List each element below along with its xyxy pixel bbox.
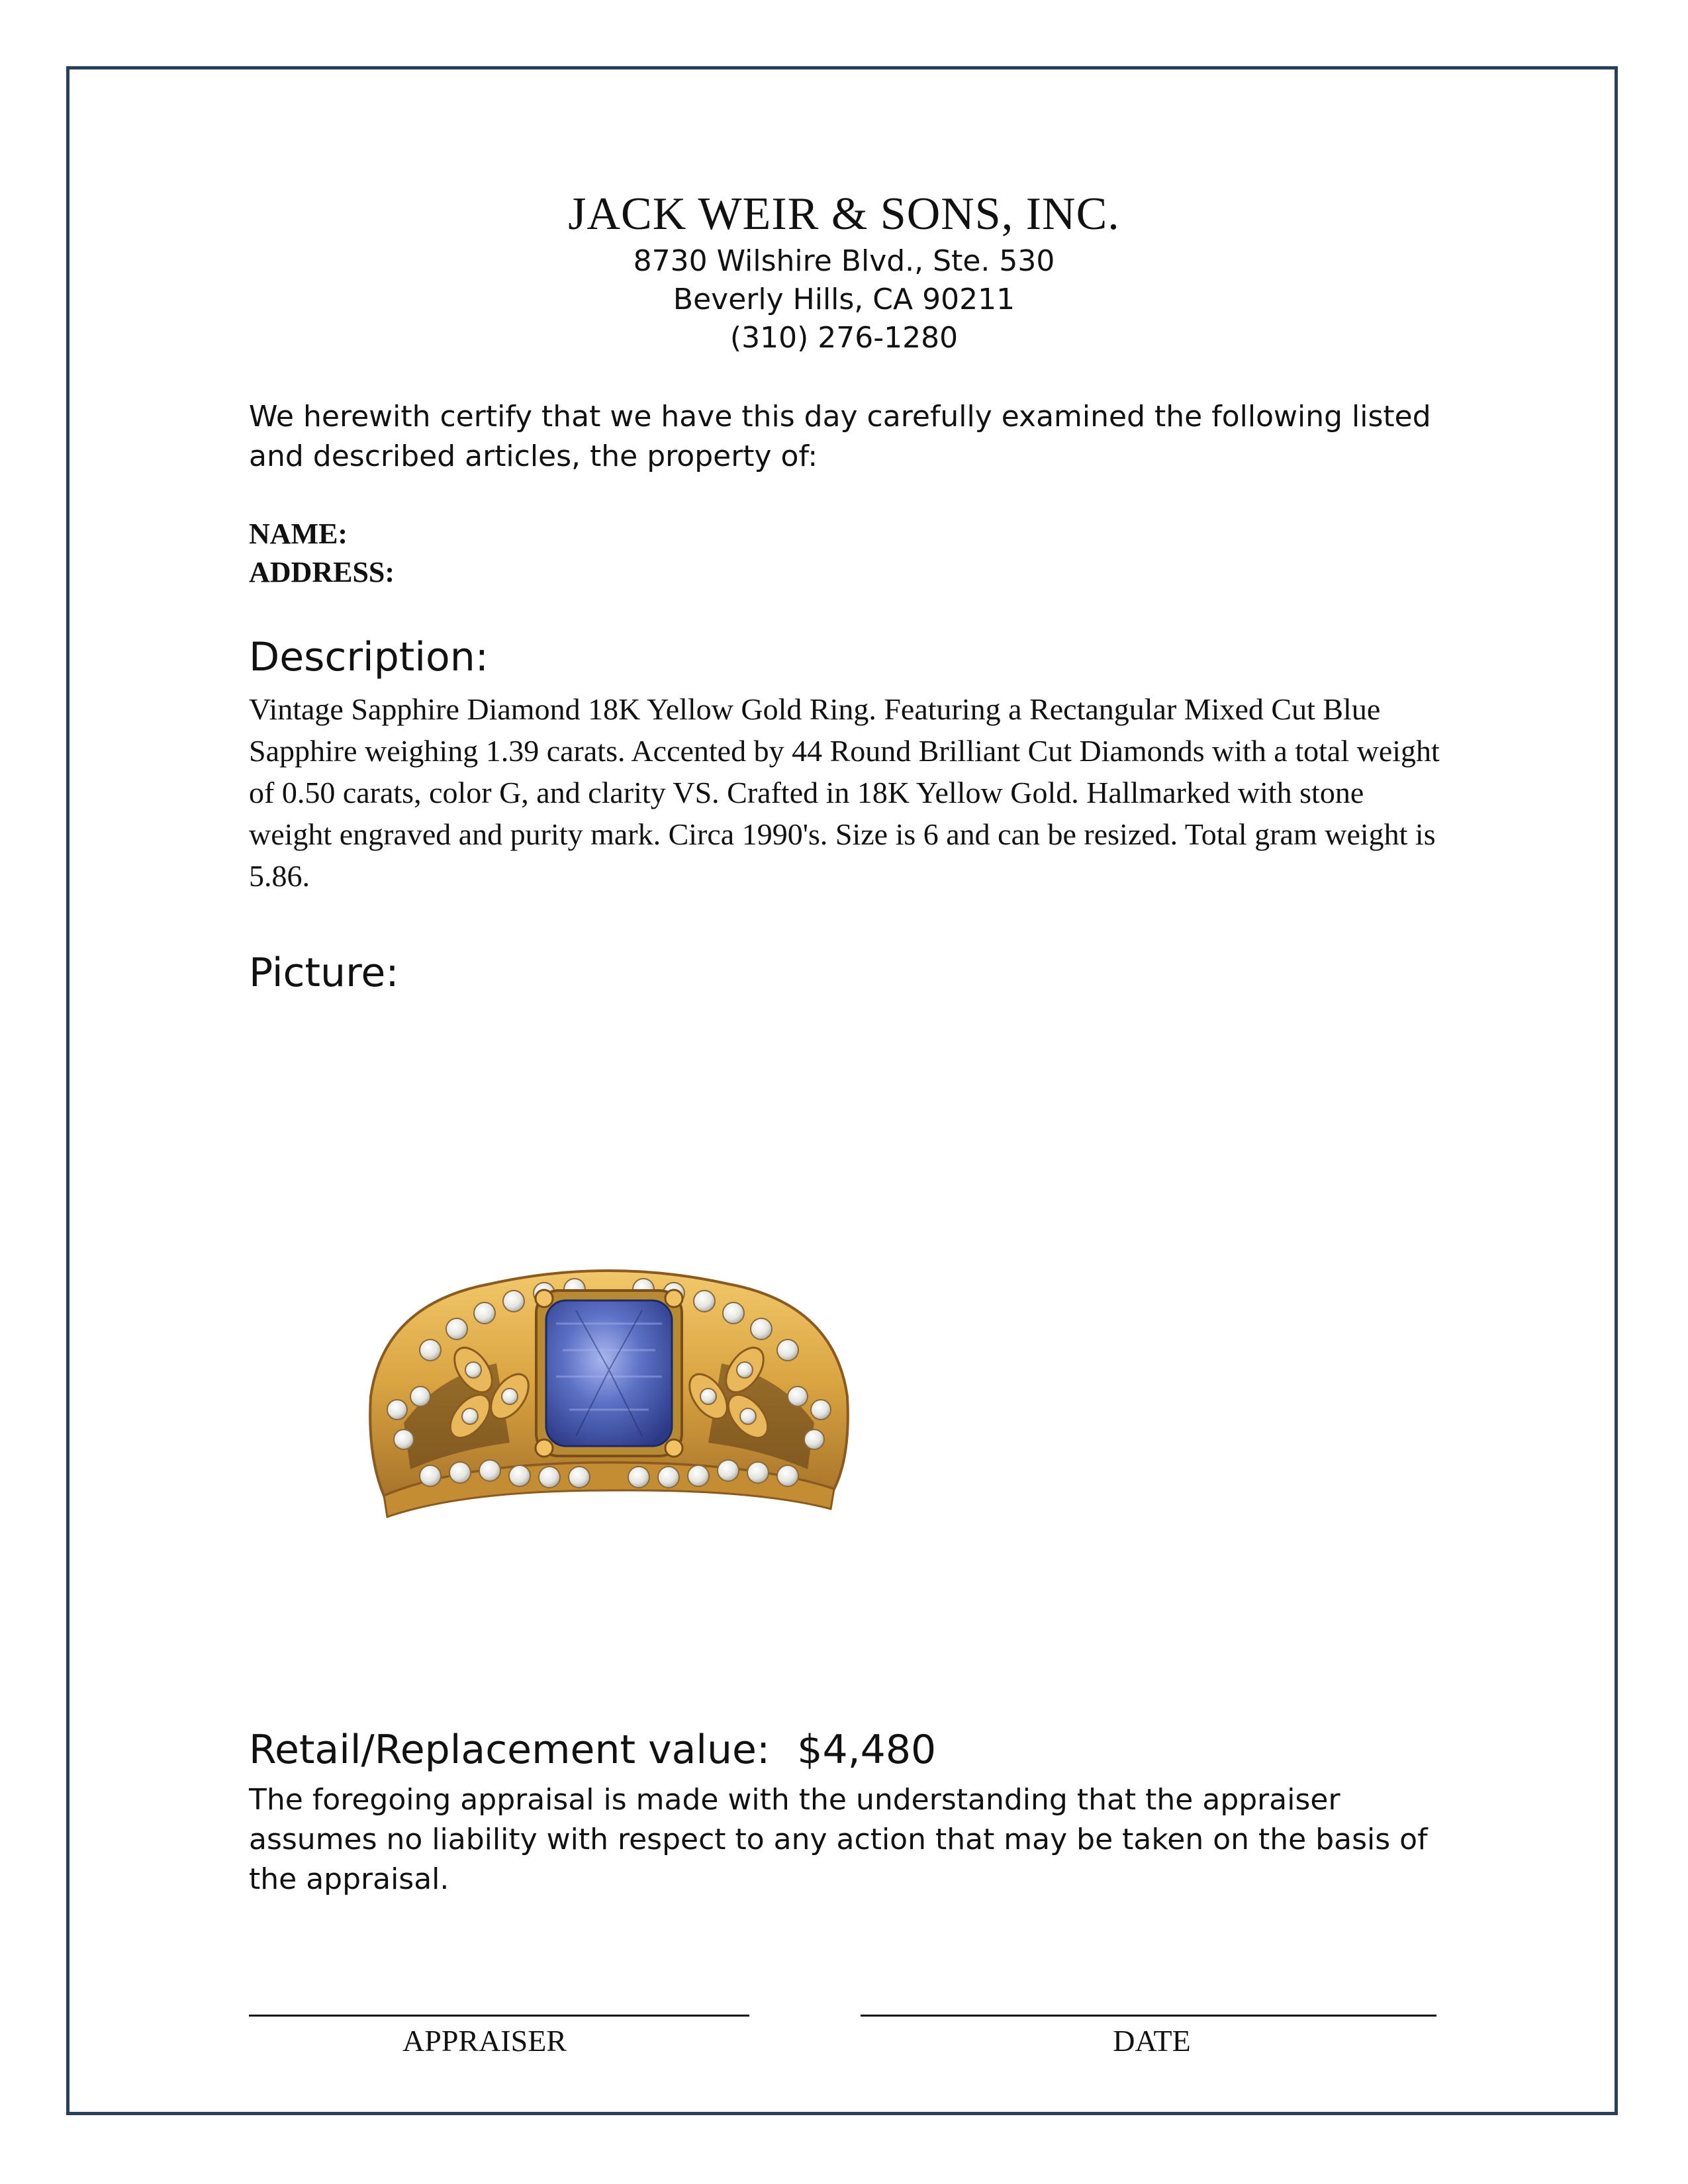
disclaimer-text: The foregoing appraisal is made with the understanding that the appraiser assumes no liability with respect to any action that may be taken on the basis of the appraisal. [249,1783,1428,1896]
ring-photo [357,1244,861,1569]
description-heading: Description: [249,634,489,680]
date-label: DATE [1113,2024,1191,2058]
appraiser-signature-line [249,2015,749,2017]
letterhead [0,187,1688,357]
valuation-line [249,1725,1454,1775]
phone-number: (310) 276-1280 [729,321,959,355]
owner-fields [249,515,1454,592]
name-label: NAME: [249,518,348,550]
appraiser-label: APPRAISER [402,2024,567,2058]
picture-heading: Picture: [249,950,399,996]
value-amount: $4,480 [797,1727,937,1773]
value-label: Retail/Replacement value: [249,1727,771,1773]
certification-statement: We herewith certify that we have this day carefully examined the following listed and described articles, the property of: [249,400,1431,473]
company-name: JACK WEIR & SONS, INC. [568,189,1120,240]
description-text: Vintage Sapphire Diamond 18K Yellow Gold Ring. Featuring a Rectangular Mixed Cut Blue Sapphire weighing 1.39 carats. Accented by 44 Round Brilliant Cut Diamonds with a total weight of 0.50 carats, color G, and clarity VS. Crafted in 18K Yellow Gold. Hallmarked with stone weight engraved and purity mark. Circa 1990's. Size is 6 and can be resized. Total gram weight is 5.86. [249,692,1440,893]
address-line-1: 8730 Wilshire Blvd., Ste. 530 [633,244,1055,278]
date-signature-line [861,2015,1436,2017]
address-label: ADDRESS: [249,556,395,588]
address-line-2: Beverly Hills, CA 90211 [673,283,1015,316]
